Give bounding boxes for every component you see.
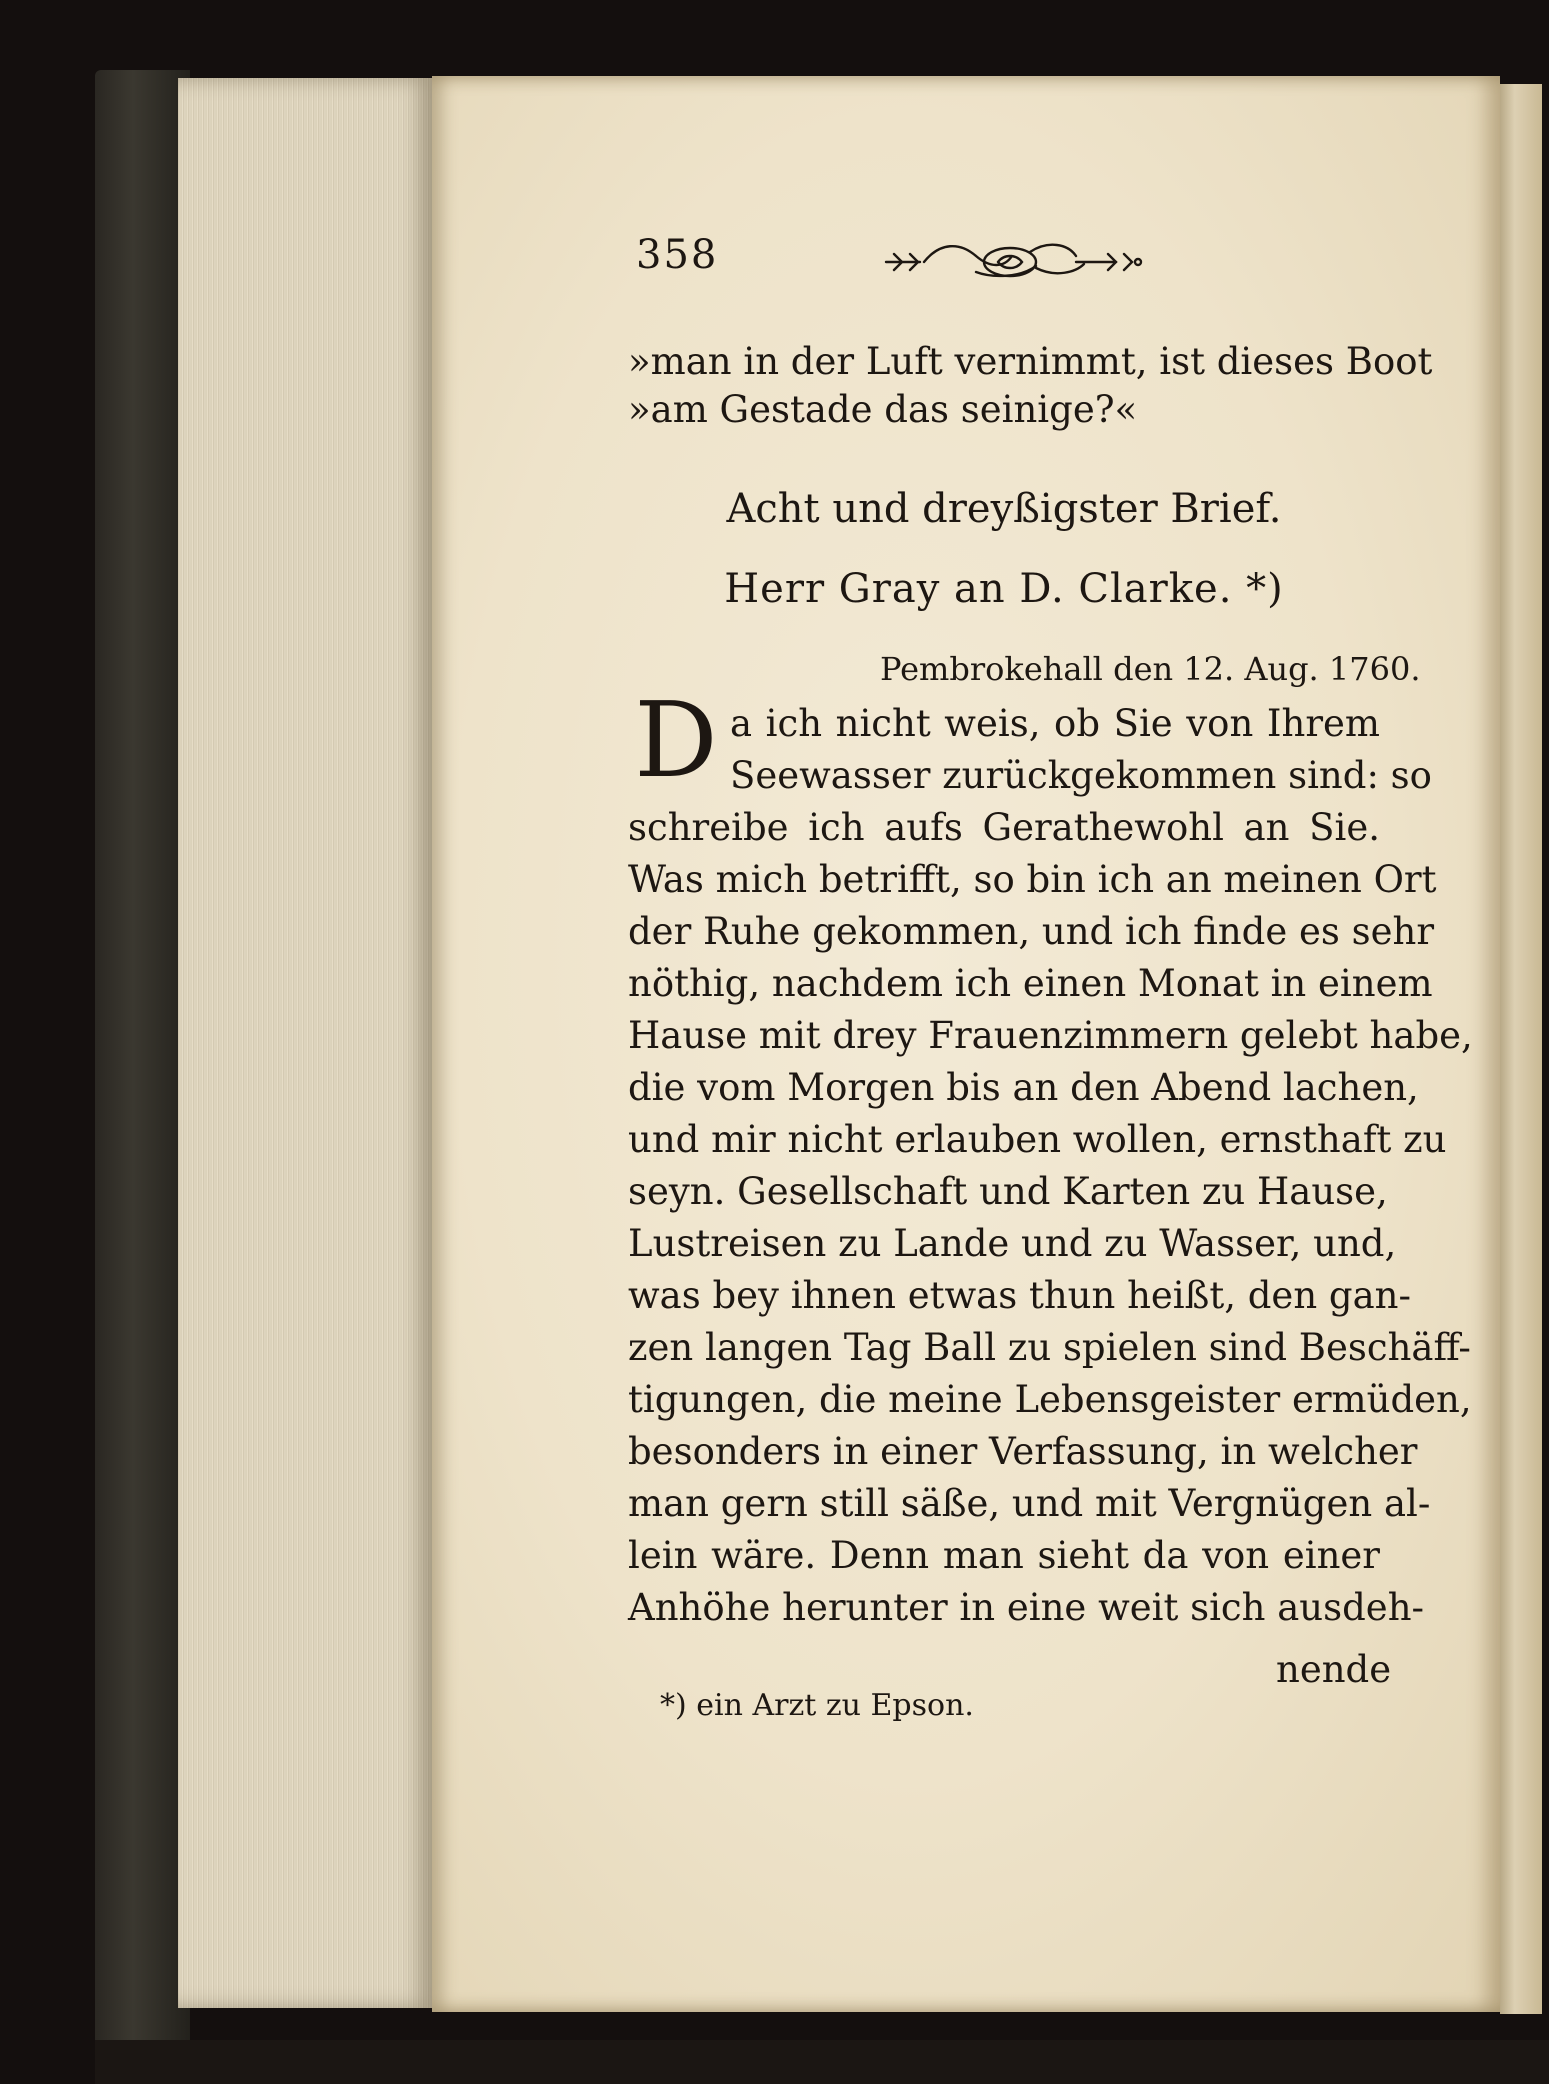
drop-cap: D <box>634 679 718 801</box>
page-number: 358 <box>636 232 719 278</box>
body-line-6: nöthig, nachdem ich einen Monat in einem <box>628 962 1433 1005</box>
body-line-5: der Ruhe gekommen, und ich finde es sehr <box>628 910 1435 953</box>
body-line-12: was bey ihnen etwas thun heißt, den gan- <box>628 1274 1411 1317</box>
continuation-line-1: »man in der Luft vernimmt, ist dieses Boot <box>628 340 1433 383</box>
printers-ornament-icon <box>880 232 1145 288</box>
letter-subheading: Herr Gray an D. Clarke. *) <box>724 566 1284 612</box>
body-line-11: Lustreisen zu Lande und zu Wasser, und, <box>628 1222 1397 1265</box>
catchword: nende <box>1276 1648 1392 1691</box>
body-line-18: Anhöhe herunter in eine weit sich ausdeh- <box>628 1586 1425 1629</box>
body-line-4: Was mich betrifft, so bin ich an meinen Ort <box>628 858 1437 901</box>
body-line-7: Hause mit drey Frauenzimmern gelebt habe, <box>628 1014 1473 1057</box>
body-line-1: a ich nicht weis, ob Sie von Ihrem <box>730 702 1380 745</box>
footnote: *) ein Arzt zu Epson. <box>660 1688 974 1723</box>
body-line-10: seyn. Gesellschaft und Karten zu Hause, <box>628 1170 1388 1213</box>
body-line-2: Seewasser zurückgekommen sind: so <box>730 754 1432 797</box>
dateline: Pembrokehall den 12. Aug. 1760. <box>880 650 1421 688</box>
body-line-16: man gern still säße, und mit Vergnügen al- <box>628 1482 1431 1525</box>
book-binding-bottom <box>95 2040 1549 2084</box>
stacked-page-edges <box>178 78 438 2008</box>
letter-heading: Acht und dreyßigster Brief. <box>726 486 1282 532</box>
body-line-17: lein wäre. Denn man sieht da von einer <box>628 1534 1380 1577</box>
body-line-14: tigungen, die meine Lebensgeister ermüden, <box>628 1378 1472 1421</box>
body-line-8: die vom Morgen bis an den Abend lachen, <box>628 1066 1419 1109</box>
book-cover-left <box>95 70 190 2050</box>
body-line-9: und mir nicht erlauben wollen, ernsthaft zu <box>628 1118 1447 1161</box>
body-line-3: schreibe ich aufs Gerathewohl an Sie. <box>628 806 1380 849</box>
next-page-edge <box>1500 84 1542 2014</box>
continuation-line-2: »am Gestade das seinige?« <box>628 388 1138 431</box>
body-line-13: zen langen Tag Ball zu spielen sind Beschäff- <box>628 1326 1471 1369</box>
body-line-15: besonders in einer Verfassung, in welcher <box>628 1430 1418 1473</box>
